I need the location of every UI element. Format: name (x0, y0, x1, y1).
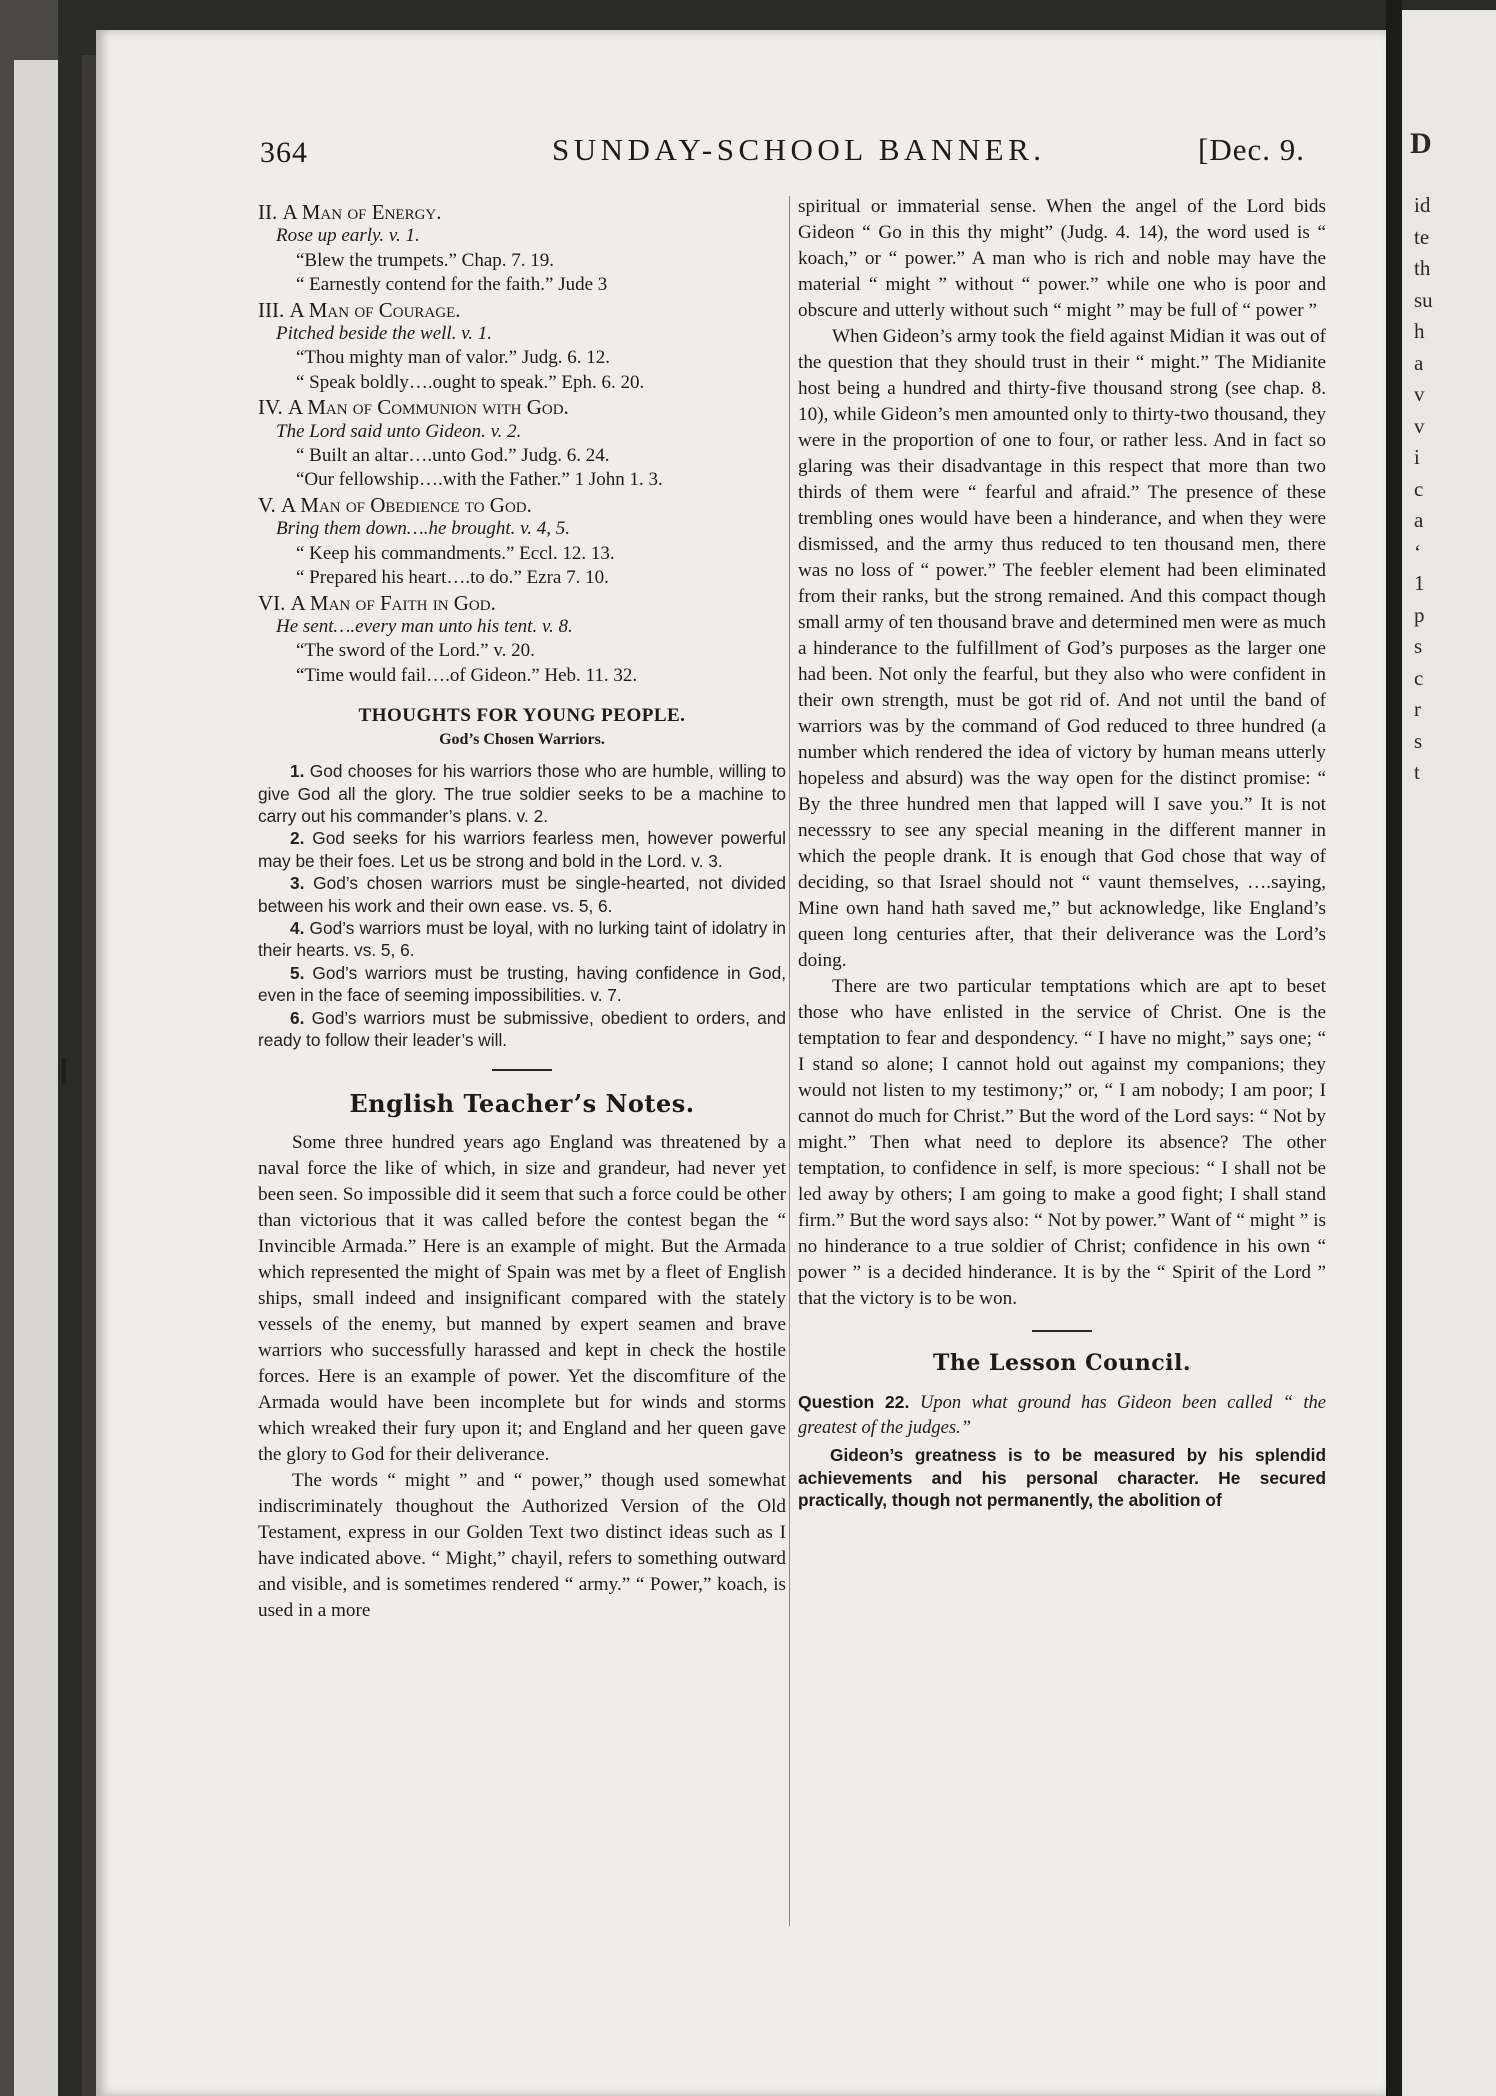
thought-text: God’s warriors must be trusting, having confidence in God, even in the face of seeming impossibilities. v. 7. (258, 962, 786, 1006)
thought-number: 2. (290, 828, 313, 849)
page-number: 364 (260, 136, 308, 169)
outline-numeral: III. (258, 297, 290, 322)
thought-text: God’s warriors must be submissive, obedient to orders, and ready to follow their leader’s will. (258, 1007, 786, 1050)
thought-number: 5. (290, 962, 313, 983)
council-title: The Lesson Council. (932, 1350, 1192, 1376)
outline-reference: “ Keep his commandments.” Eccl. 12. 13. (296, 542, 615, 564)
thought-text: God chooses for his warriors those who are humble, willing to give God all the glory. The true soldier seeks to be a machine to carry out his commander’s plans. v. 2. (258, 761, 787, 826)
outline-verse: He sent….every man unto his tent. v. 8. (276, 615, 573, 637)
next-page-line-start: c (1414, 476, 1424, 501)
outline-heading (258, 591, 786, 615)
notes-paragraph: Some three hundred years ago England was threatened by a naval force the like of which, in size and grandeur, had never yet been seen. So impossible did it seem that such a force could be other than victorious that it was called before the contest began the “ Invincible Armada.” Here is an example of might. But the Armada which represented the might of Spain was met by a fleet of English ships, small indeed and insignificant compared with the stately vessels of the enemy, but manned by expert seamen and brave warriors who successfully harassed and kept in check the hostile forces. Here is an example of power. Yet the discomfiture of the Armada would have been incomplete but for winds and storms which wreaked their fury upon it; and England and her queen gave the glory to God for their deliverance. (258, 1132, 786, 1466)
thoughts-subtitle: God’s Chosen Warriors. (439, 731, 605, 749)
outline-numeral: V. (258, 492, 281, 517)
column-rule (789, 196, 790, 1926)
outline-heading (258, 200, 786, 224)
outline-heading (258, 395, 786, 419)
next-page-edge (1402, 10, 1496, 2096)
outline-reference: “Thou mighty man of valor.” Judg. 6. 12. (296, 347, 610, 369)
thought-number: 3. (290, 873, 314, 894)
outline-numeral: II. (258, 200, 283, 224)
outline-reference: “The sword of the Lord.” v. 20. (296, 640, 535, 662)
thought-number: 6. (290, 1007, 312, 1028)
outline-reference: “ Built an altar….unto God.” Judg. 6. 24. (296, 445, 610, 467)
next-page-line-start: ‘ (1414, 539, 1421, 564)
thoughts-list (258, 760, 786, 1051)
outline-verse: Pitched beside the well. v. 1. (276, 323, 492, 345)
outline-reference: “Our fellowship….with the Father.” 1 John 1. 3. (296, 469, 663, 491)
next-page-line-start: p (1414, 602, 1425, 627)
next-page-line-start: th (1414, 256, 1431, 280)
notes-paragraph: There are two particular temptations which are apt to beset those who have enlisted in the service of Christ. One is the temptation to fear and despondency. “ I have no might,” says one; “ I stand so alone; I cannot hold out against my companions; they would not listen to my testimony;” or, “ I am nobody; I am poor; I cannot do much for Christ.” But the word of the Lord says: “ Not by might.” Then what need to deplore its absence? The other temptation, to confidence in self, is more specious: “ I shall not be led away by others; I am going to make a good fight; I shall stand firm.” But the word says also: “ Not by power.” Want of “ might ” is no hinderance to a true soldier of Christ; confidence in his own “ power ” is a decided hinderance. It is by the “ Spirit of the Lord ” that the victory is to be won. (798, 976, 1326, 1309)
notes-paragraph: The words “ might ” and “ power,” though used somewhat indiscriminately thoughout the Authorized Version of the Old Testament, express in our Golden Text two distinct ideas such as I have indicated above. “ Might,” chayil, refers to something outward and visible, and is sometimes rendered “ army.” “ Power,” koach, is used in a more (258, 1470, 786, 1622)
thought-item (258, 917, 786, 962)
next-page-line-starts (1414, 190, 1433, 789)
outline-heading-title: A Man of Obedience to God. (280, 492, 532, 517)
next-page-line-start: h (1414, 319, 1425, 343)
question-text: Upon what ground has Gideon been called “ the greatest of the judges.” (798, 1393, 1326, 1438)
next-page-line-start: i (1414, 445, 1420, 469)
outline-reference: “Blew the trumpets.” Chap. 7. 19. (296, 249, 555, 271)
margin-mark (62, 1058, 66, 1084)
council-question (798, 1390, 1326, 1440)
outline-reference: “Time would fail….of Gideon.” Heb. 11. 32. (296, 664, 638, 686)
left-column (258, 200, 786, 1624)
next-page-line-start: t (1414, 760, 1420, 784)
notes-title: English Teacher’s Notes. (349, 1089, 695, 1119)
thought-item (258, 1007, 786, 1052)
outline-numeral: VI. (258, 590, 291, 615)
journal-title: SUNDAY-SCHOOL BANNER. (552, 132, 1046, 167)
outline-reference: “ Prepared his heart….to do.” Ezra 7. 10. (296, 567, 609, 589)
outline-reference: “ Speak boldly….ought to speak.” Eph. 6. 20. (296, 371, 645, 393)
next-page-line-start: s (1414, 634, 1423, 658)
next-page-head-letter: D (1410, 127, 1432, 160)
outline-heading-title: A Man of Communion with God. (287, 395, 569, 420)
thoughts-title: THOUGHTS FOR YOUNG PEOPLE. (358, 705, 686, 727)
outline-heading-title: A Man of Faith in God. (290, 590, 496, 615)
next-page-line-start: s (1414, 728, 1423, 753)
notes-paragraph: spiritual or immaterial sense. When the angel of the Lord bids Gideon “ Go in this thy might” (Judg. 4. 14), the word used is “ koach,” or “ power.” A man who is rich and noble may have the material “ might ” without “ power.” while one who is poor and obscure and utterly without such “ might ” may be full of “ power ” (798, 196, 1326, 321)
next-page-line-start: a (1414, 350, 1424, 375)
question-label: Question 22. (798, 1392, 910, 1412)
section-divider (1032, 1330, 1092, 1332)
next-page-line-start: r (1414, 697, 1421, 721)
thought-item (258, 872, 786, 917)
next-page-line-start: id (1414, 193, 1431, 217)
issue-date: [Dec. 9. (1198, 132, 1305, 167)
right-column (798, 194, 1326, 1512)
outline-heading (258, 493, 786, 517)
next-page-line-start: a (1414, 508, 1424, 532)
next-page-line-start: c (1414, 665, 1424, 690)
thought-number: 1. (290, 761, 310, 782)
outline-heading-title: A Man of Courage. (289, 297, 461, 322)
thought-item (258, 962, 786, 1007)
thought-number: 4. (290, 917, 310, 938)
notes-right-text (798, 194, 1326, 1312)
thought-item (258, 827, 786, 872)
scan-previous-page-edge (14, 60, 58, 2096)
section-divider (492, 1069, 552, 1071)
outline-verse: Rose up early. v. 1. (276, 225, 420, 247)
thought-text: God’s chosen warriors must be single-hearted, not divided between his work and their own ease. vs. 5, 6. (258, 873, 786, 916)
outline-numeral: IV. (258, 395, 288, 420)
council-answer: Gideon’s greatness is to be measured by his splendid achievements and his personal character. He secured practically, though not permanently, the abolition of (798, 1445, 1326, 1511)
outline-heading (258, 298, 786, 322)
notes-paragraph: When Gideon’s army took the field against Midian it was out of the question that they should trust in their “ might.” The Midianite host being a hundred and thirty-five thousand strong (see chap. 8. 10), while Gideon’s men amounted only to thirty-two thousand, they were in the proportion of one to four, or rather less. And in fact so glaring was their disadvantage in this respect that more than two thirds of them were “ fearful and afraid.” The presence of these trembling ones would have been a hinderance, and when they were dismissed, and the army thus reduced to ten thousand men, there was no loss of “ power.” The feebler element had been eliminated from their ranks, but the strong remained. And this compact though small army of ten thousand brave and determined men were as much a hinderance to the fulfillment of God’s purposes as the larger one had been. Not only the fearful, but they also who were confident in their own strength, must be got rid of. And not until the band of warriors was by the command of God reduced to three hundred (a number which rendered the idea of victory by human means utterly hopeless and absurd) was the way open for the distinct promise: “ By the three hundred men that lapped will I save you.” It is not necesssry to see any special meaning in the different manner in which the people drank. It is enough that God chose that way of deciding, so that Israel should not “ vaunt themselves, ….saying, Mine own hand hath saved me,” but acknowledge, like England’s queen long centuries after, that their deliverance was the Lord’s doing. (798, 326, 1327, 971)
next-page-line-start: te (1414, 224, 1430, 249)
running-header (160, 128, 1305, 178)
scan-gutter (1386, 0, 1402, 2096)
thought-text: God seeks for his warriors fearless men, however powerful may be their foes. Let us be strong and bold in the Lord. v. 3. (258, 828, 786, 871)
next-page-line-start: 1 (1414, 571, 1425, 595)
outline-reference: “ Earnestly contend for the faith.” Jude 3 (296, 274, 608, 296)
next-page-line-start: v (1414, 382, 1425, 406)
lesson-outline (258, 200, 786, 688)
outline-verse: Bring them down….he brought. v. 4, 5. (276, 518, 570, 540)
next-page-line-start: su (1414, 287, 1433, 312)
notes-left-text (258, 1130, 786, 1624)
thought-text: God’s warriors must be loyal, with no lurking taint of idolatry in their hearts. vs. 5, 6. (258, 917, 786, 961)
outline-heading-title: A Man of Energy. (282, 200, 442, 224)
outline-verse: The Lord said unto Gideon. v. 2. (276, 420, 522, 442)
next-page-line-start: v (1414, 413, 1425, 438)
thought-item (258, 760, 786, 827)
